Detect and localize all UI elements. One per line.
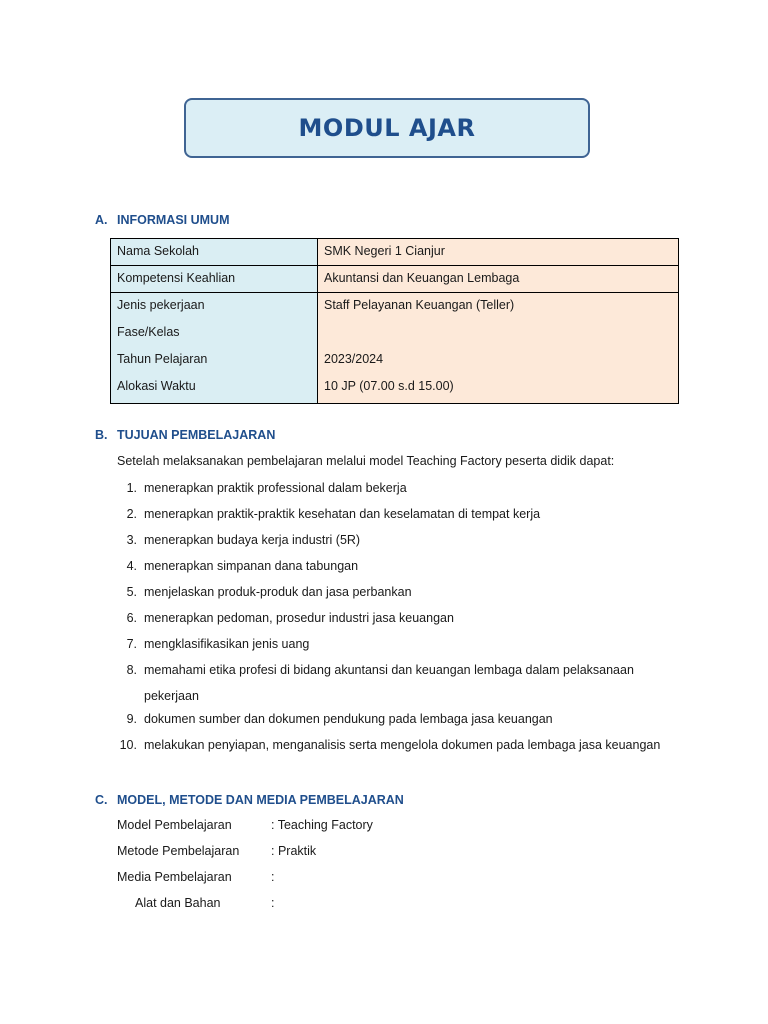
document-title: MODUL AJAR xyxy=(298,114,476,142)
info-table xyxy=(110,238,679,404)
tahun-pelajaran-label: Tahun Pelajaran xyxy=(117,352,208,366)
info-label-stack xyxy=(111,293,318,404)
section-c-letter: C. xyxy=(95,793,108,807)
table-row xyxy=(111,239,679,266)
list-item xyxy=(117,582,657,608)
alokasi-waktu-value: 10 JP (07.00 s.d 15.00) xyxy=(324,379,454,393)
list-item-number: 7. xyxy=(126,637,137,651)
kompetensi-value: Akuntansi dan Keuangan Lembaga xyxy=(318,266,679,293)
list-item-number: 9. xyxy=(126,712,137,726)
list-item-text: menerapkan simpanan dana tabungan xyxy=(144,559,359,573)
list-item-text: memahami etika profesi di bidang akuntansi dan keuangan lembaga dalam pelaksanaan pekerjaan xyxy=(144,663,634,703)
table-row xyxy=(111,293,679,404)
list-item-text: menerapkan praktik-praktik kesehatan dan keselamatan di tempat kerja xyxy=(144,507,541,521)
title-box xyxy=(184,98,590,158)
nama-sekolah-value: SMK Negeri 1 Cianjur xyxy=(318,239,679,266)
alat-bahan-label: Alat dan Bahan xyxy=(135,896,221,910)
section-a-title: INFORMASI UMUM xyxy=(117,213,230,227)
list-item-text: menjelaskan produk-produk dan jasa perbankan xyxy=(144,585,412,599)
section-b-letter: B. xyxy=(95,428,108,442)
section-a-letter: A. xyxy=(95,213,108,227)
list-item-number: 4. xyxy=(126,559,137,573)
list-item-text: menerapkan praktik professional dalam bekerja xyxy=(144,481,407,495)
list-item xyxy=(117,478,657,504)
table-row xyxy=(111,266,679,293)
nama-sekolah-label: Nama Sekolah xyxy=(111,239,318,266)
list-item xyxy=(117,504,657,530)
metode-pembelajaran-value: : Praktik xyxy=(271,844,317,858)
list-item-number: 5. xyxy=(126,585,137,599)
fase-kelas-value xyxy=(324,322,672,349)
section-c-title: MODEL, METODE DAN MEDIA PEMBELAJARAN xyxy=(117,793,404,807)
info-value-stack xyxy=(318,293,679,404)
fase-kelas-label: Fase/Kelas xyxy=(117,325,180,339)
tahun-pelajaran-value: 2023/2024 xyxy=(324,352,384,366)
metode-pembelajaran-label: Metode Pembelajaran xyxy=(117,844,240,858)
section-c-heading xyxy=(95,793,404,807)
section-b-heading xyxy=(95,428,275,442)
list-item xyxy=(117,709,657,735)
jenis-pekerjaan-label: Jenis pekerjaan xyxy=(117,298,205,312)
model-pembelajaran-value: : Teaching Factory xyxy=(271,818,373,832)
tujuan-list xyxy=(117,478,661,761)
list-item-number: 10. xyxy=(119,738,137,752)
list-item-text: menerapkan pedoman, prosedur industri jasa keuangan xyxy=(144,611,454,625)
tujuan-intro: Setelah melaksanakan pembelajaran melalui model Teaching Factory peserta didik dapat: xyxy=(117,454,615,468)
list-item-text: menerapkan budaya kerja industri (5R) xyxy=(144,533,361,547)
list-item-number: 1. xyxy=(126,481,137,495)
list-item xyxy=(117,530,657,556)
list-item xyxy=(117,608,657,634)
list-item-number: 3. xyxy=(126,533,137,547)
list-item-number: 6. xyxy=(126,611,137,625)
list-item-text: dokumen sumber dan dokumen pendukung pada lembaga jasa keuangan xyxy=(144,712,553,726)
media-pembelajaran-value: : xyxy=(271,870,275,884)
list-item-number: 2. xyxy=(126,507,137,521)
list-item-number: 8. xyxy=(126,663,137,677)
list-item xyxy=(117,556,657,582)
jenis-pekerjaan-value: Staff Pelayanan Keuangan (Teller) xyxy=(324,298,515,312)
alat-bahan-value: : xyxy=(271,896,275,910)
kompetensi-label: Kompetensi Keahlian xyxy=(111,266,318,293)
section-a-heading xyxy=(95,213,230,227)
list-item xyxy=(117,735,661,761)
list-item xyxy=(117,657,657,709)
list-item-text: melakukan penyiapan, menganalisis serta mengelola dokumen pada lembaga jasa keuangan xyxy=(144,738,661,752)
media-pembelajaran-label: Media Pembelajaran xyxy=(117,870,232,884)
list-item-text: mengklasifikasikan jenis uang xyxy=(144,637,310,651)
alokasi-waktu-label: Alokasi Waktu xyxy=(117,379,196,393)
model-pembelajaran-label: Model Pembelajaran xyxy=(117,818,232,832)
section-b-title: TUJUAN PEMBELAJARAN xyxy=(117,428,276,442)
